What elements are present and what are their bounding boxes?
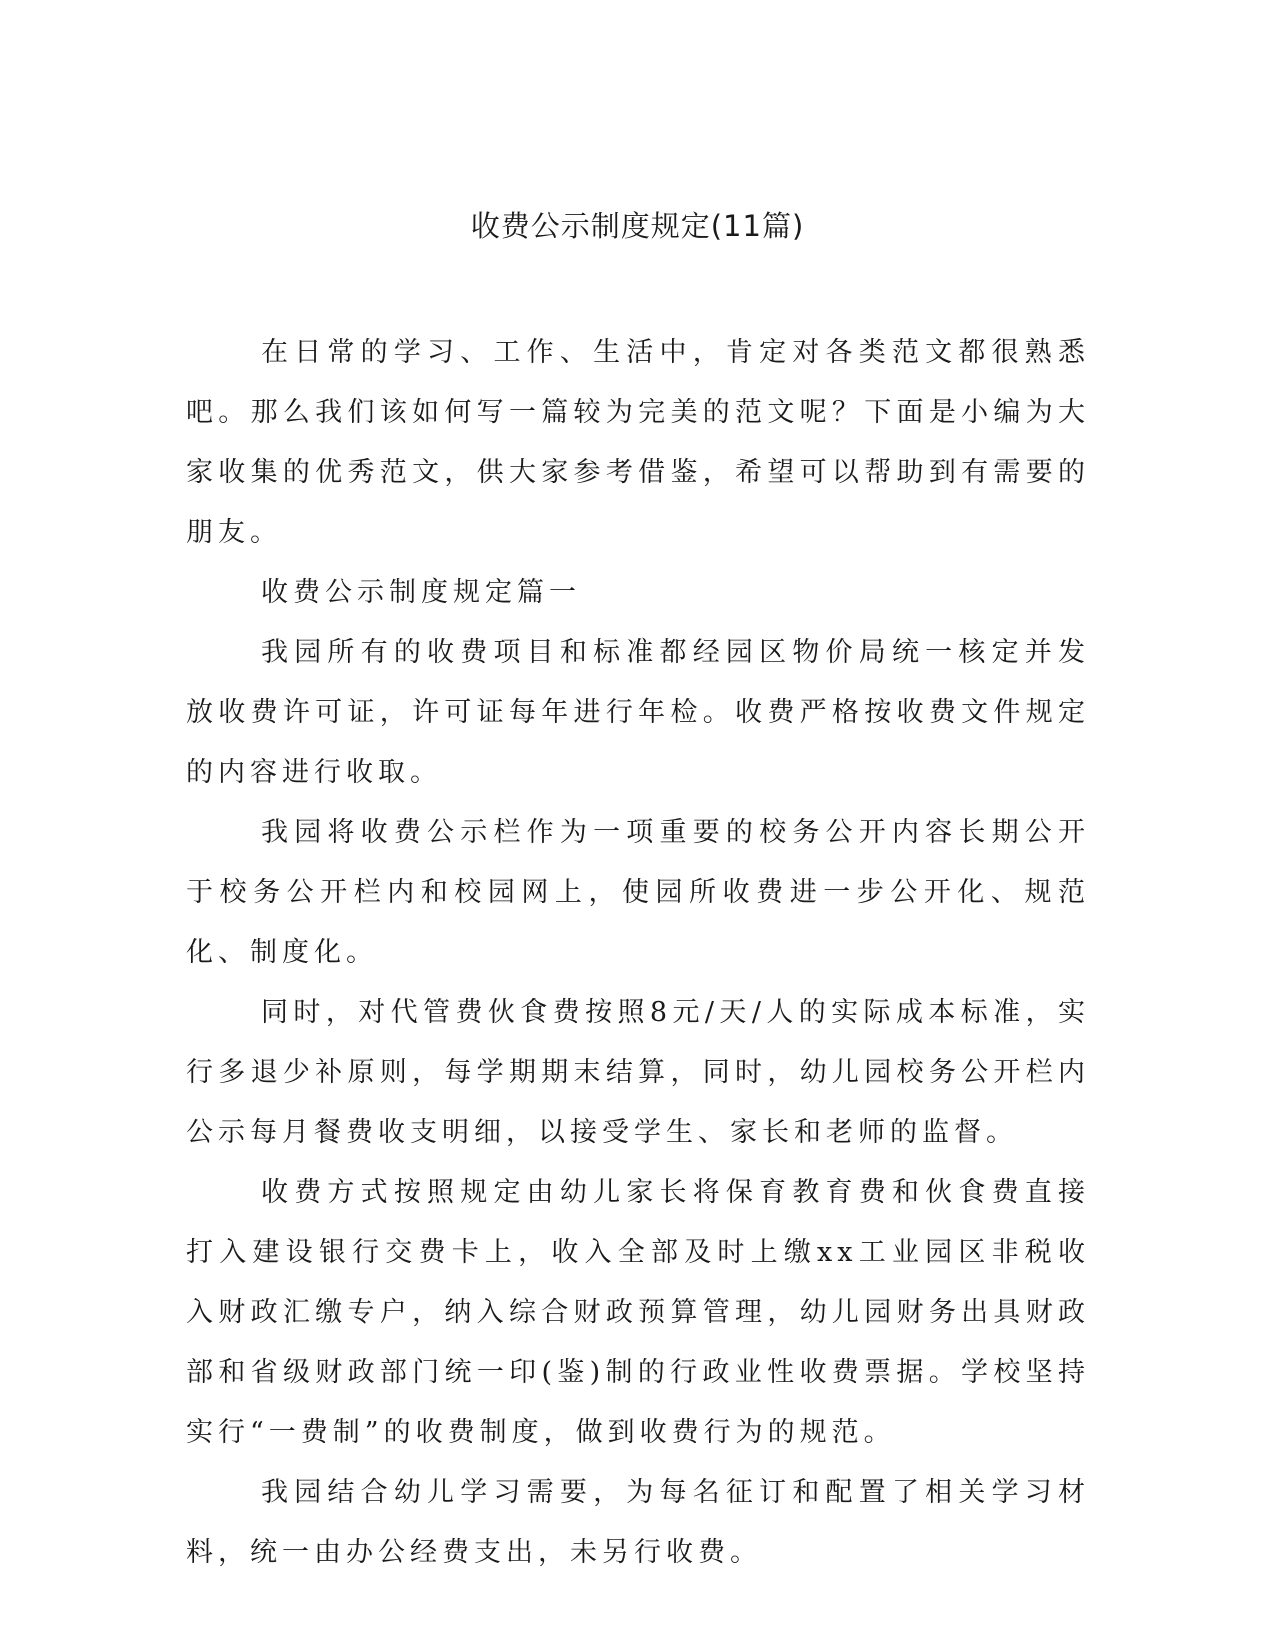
intro-paragraph: 在日常的学习、工作、生活中，肯定对各类范文都很熟悉吧。那么我们该如何写一篇较为完美的范文呢？下面是小编为大家收集的优秀范文，供大家参考借鉴，希望可以帮助到有需要的朋友。 xyxy=(186,337,1090,548)
section-heading: 收费公示制度规定篇一 xyxy=(261,577,581,608)
document-body xyxy=(186,323,1090,1583)
paragraph: 我园将收费公示栏作为一项重要的校务公开内容长期公开于校务公开栏内和校园网上，使园所收费进一步公开化、规范化、制度化。 xyxy=(186,817,1090,968)
paragraph: 我园结合幼儿学习需要，为每名征订和配置了相关学习材料，统一由办公经费支出，未另行收费。 xyxy=(186,1477,1090,1568)
paragraph: 我园所有的收费项目和标准都经园区物价局统一核定并发放收费许可证，许可证每年进行年检。收费严格按收费文件规定的内容进行收取。 xyxy=(186,637,1090,788)
paragraph: 收费方式按照规定由幼儿家长将保育教育费和伙食费直接打入建设银行交费卡上，收入全部及时上缴xx工业园区非税收入财政汇缴专户，纳入综合财政预算管理，幼儿园财务出具财政部和省级财政部门统一印(鉴)制的行政业性收费票据。学校坚持实行“一费制”的收费制度，做到收费行为的规范。 xyxy=(186,1177,1090,1448)
document-title: 收费公示制度规定(11篇) xyxy=(470,209,805,243)
paragraph: 同时，对代管费伙食费按照8元/天/人的实际成本标准，实行多退少补原则，每学期期末结算，同时，幼儿园校务公开栏内公示每月餐费收支明细，以接受学生、家长和老师的监督。 xyxy=(186,997,1090,1148)
